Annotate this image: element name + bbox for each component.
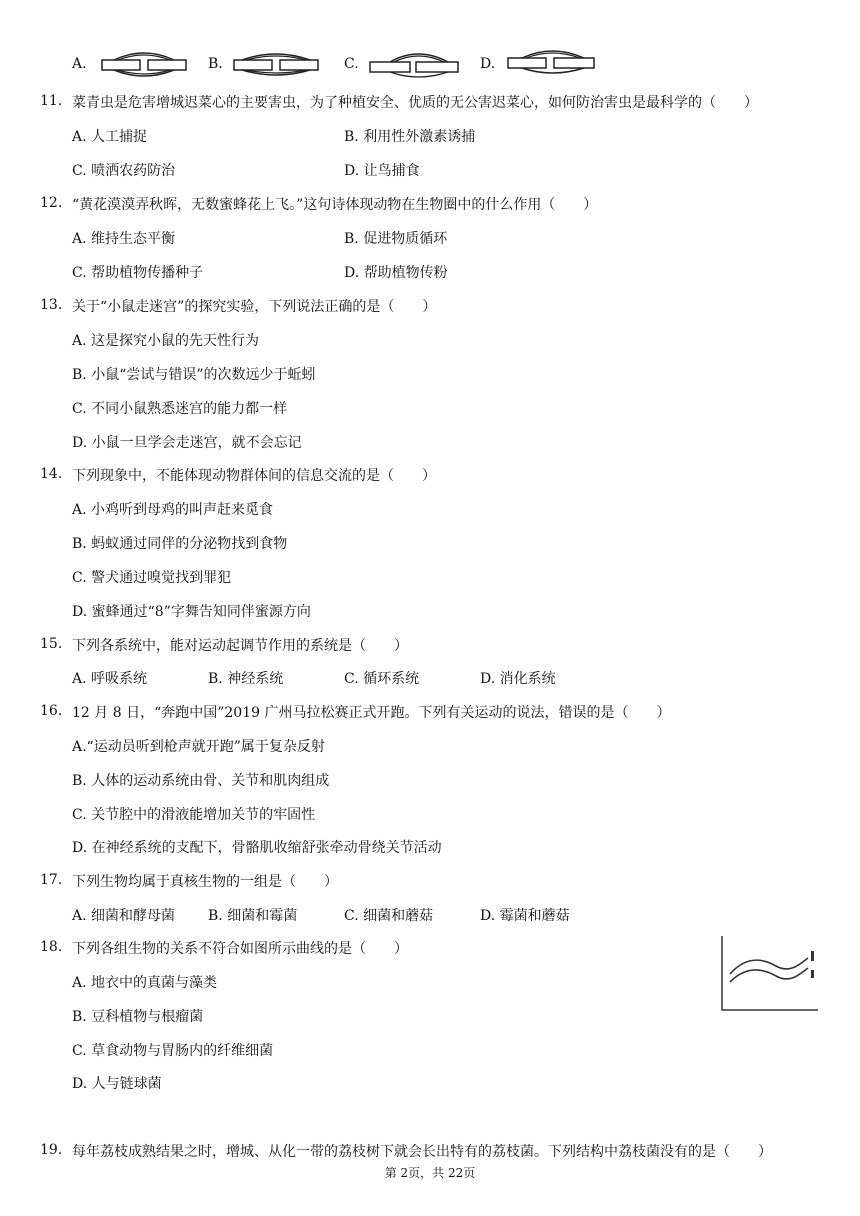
- option-d: D. 人与链球菌: [72, 1076, 162, 1092]
- question-stem: 12 月 8 日，“奔跑中国”2019 广州马拉松赛正式开跑。下列有关运动的说法，错误的是（ ）: [72, 705, 671, 721]
- option-d: D. 消化系统: [480, 671, 556, 687]
- option-d: D. 让鸟捕食: [344, 163, 420, 179]
- option-b: B. 促进物质循环: [344, 231, 448, 247]
- joint-diagram-c: [368, 46, 462, 82]
- option-b: B. 利用性外激素诱捕: [344, 129, 476, 145]
- option-a: A. 细菌和酵母菌: [72, 908, 176, 924]
- question-number: 13.: [40, 297, 63, 313]
- option-a: A. 维持生态平衡: [72, 231, 176, 247]
- joint-diagram-b: [232, 46, 322, 82]
- option-a: A. 地衣中的真菌与藻类: [72, 975, 218, 991]
- option-c: C. 不同小鼠熟悉迷宫的能力都一样: [72, 401, 288, 417]
- option-c: C. 细菌和蘑菇: [344, 908, 434, 924]
- option-c: C. 草食动物与胃肠内的纤维细菌: [72, 1043, 274, 1059]
- option-a: A. 小鸡听到母鸡的叫声赶来觅食: [72, 502, 274, 518]
- option-d: D. 帮助植物传粉: [344, 265, 448, 281]
- question-number: 17.: [40, 872, 63, 888]
- question-number: 15.: [40, 636, 63, 652]
- q10-option-a-label: A.: [72, 56, 87, 72]
- option-d: D. 小鼠一旦学会走迷宫，就不会忘记: [72, 435, 302, 451]
- page-footer: 第 2页，共 22页: [384, 1166, 476, 1180]
- option-d: D. 在神经系统的支配下，骨骼肌收缩舒张牵动骨绕关节活动: [72, 840, 442, 856]
- question-number: 18.: [40, 939, 63, 955]
- question-stem: 下列现象中，不能体现动物群体间的信息交流的是（ ）: [72, 468, 436, 484]
- q10-option-b-label: B.: [208, 56, 223, 72]
- question-number: 12.: [40, 195, 63, 211]
- question-number: 19.: [40, 1142, 63, 1158]
- option-c: C. 警犬通过嗅觉找到罪犯: [72, 570, 232, 586]
- question-number: 16.: [40, 703, 63, 719]
- question-stem: 菜青虫是危害增城迟菜心的主要害虫，为了种植安全、优质的无公害迟菜心，如何防治害虫是最科学的（ ）: [72, 95, 758, 111]
- question-number: 11.: [40, 93, 63, 109]
- option-b: B. 人体的运动系统由骨、关节和肌肉组成: [72, 773, 330, 789]
- q10-option-d-label: D.: [480, 56, 496, 72]
- joint-diagram-d: [506, 44, 598, 80]
- q10-option-c-label: C.: [344, 56, 359, 72]
- option-a: A.“运动员听到枪声就开跑”属于复杂反射: [72, 739, 325, 755]
- option-b: B. 神经系统: [208, 671, 284, 687]
- option-a: A. 这是探究小鼠的先天性行为: [72, 333, 260, 349]
- question-stem: 每年荔枝成熟结果之时，增城、从化一带的荔枝树下就会长出特有的荔枝菌。下列结构中荔枝菌没有的是（ ）: [72, 1144, 772, 1160]
- option-c: C. 循环系统: [344, 671, 420, 687]
- option-c: C. 关节腔中的滑液能增加关节的牢固性: [72, 807, 316, 823]
- option-a: A. 人工捕捉: [72, 129, 148, 145]
- option-b: B. 蚂蚁通过同伴的分泌物找到食物: [72, 536, 288, 552]
- option-d: D. 蜜蜂通过“8”字舞告知同伴蜜源方向: [72, 604, 311, 620]
- question-stem: 下列各组生物的关系不符合如图所示曲线的是（ ）: [72, 941, 408, 957]
- question-number: 14.: [40, 466, 63, 482]
- option-b: B. 细菌和霉菌: [208, 908, 298, 924]
- joint-diagram-a: [100, 46, 190, 82]
- option-d: D. 霉菌和蘑菇: [480, 908, 570, 924]
- symbiosis-curve-figure: [716, 934, 820, 1014]
- question-stem: “黄花漠漠弄秋晖，无数蜜蜂花上飞。”这句诗体现动物在生物圈中的什么作用（ ）: [72, 197, 598, 213]
- option-c: C. 帮助植物传播种子: [72, 265, 204, 281]
- option-a: A. 呼吸系统: [72, 671, 148, 687]
- question-stem: 关于“小鼠走迷宫”的探究实验，下列说法正确的是（ ）: [72, 299, 437, 315]
- option-b: B. 小鼠“尝试与错误”的次数远少于蚯蚓: [72, 367, 316, 383]
- option-c: C. 喷洒农药防治: [72, 163, 176, 179]
- question-stem: 下列各系统中，能对运动起调节作用的系统是（ ）: [72, 638, 408, 654]
- question-stem: 下列生物均属于真核生物的一组是（ ）: [72, 874, 338, 890]
- option-b: B. 豆科植物与根瘤菌: [72, 1009, 204, 1025]
